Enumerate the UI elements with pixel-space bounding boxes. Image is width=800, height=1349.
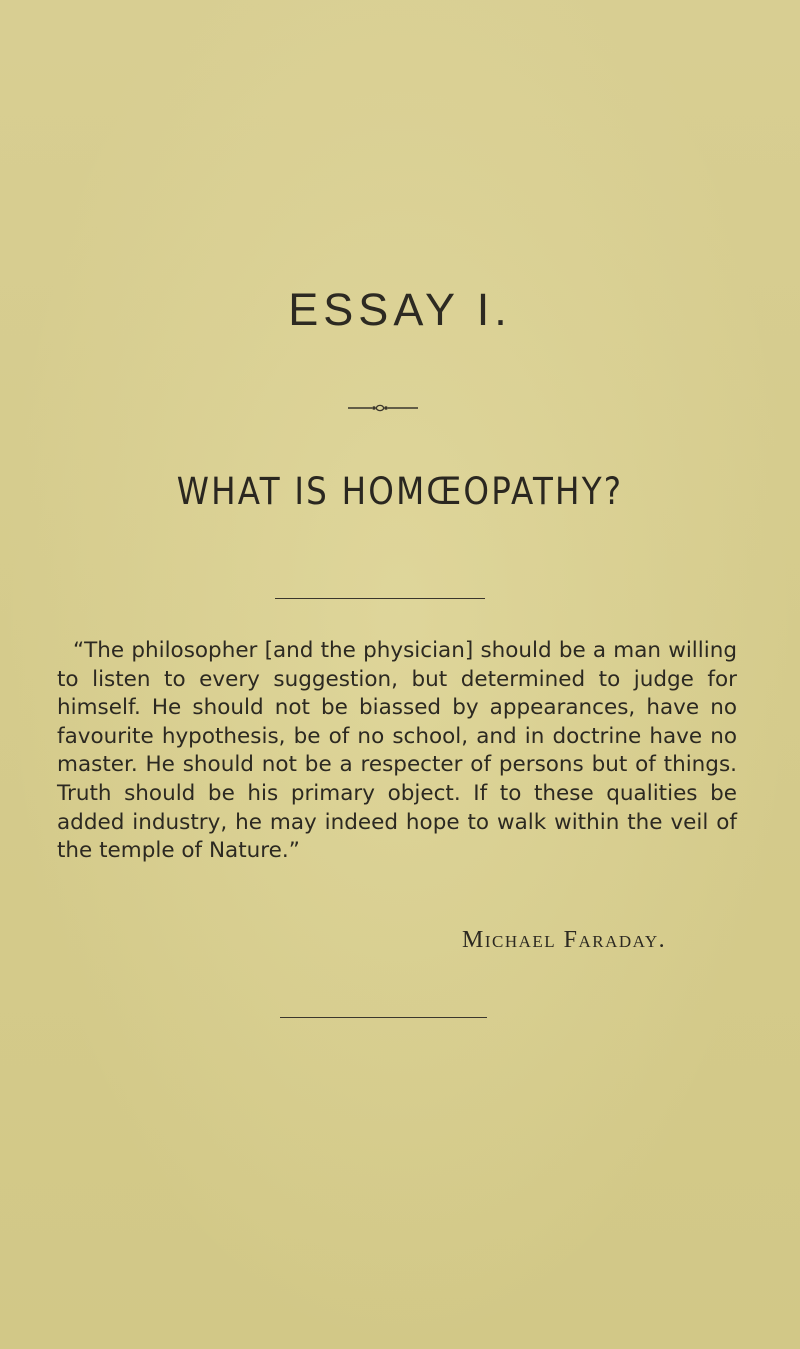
ornament-divider-icon bbox=[348, 400, 418, 416]
epigraph-attribution: Michael Faraday. bbox=[462, 927, 667, 953]
essay-number-heading: ESSAY I. bbox=[288, 284, 512, 335]
epigraph-quote: “The philosopher [and the physician] should be a man willing to listen to every suggestion, but determined to judge for himself. He should not be biassed by appearances, have no favourite hypothesis, be of no school, and in doctrine have no master. He should not be a respecter of persons but of things. Truth should be his primary object. If to these qualities be added industry, he may indeed hope to walk within the veil of the temple of Nature.” bbox=[57, 638, 737, 864]
bottom-rule bbox=[280, 1017, 487, 1018]
essay-title: WHAT IS HOMŒOPATHY? bbox=[176, 470, 624, 513]
top-rule bbox=[275, 598, 485, 599]
